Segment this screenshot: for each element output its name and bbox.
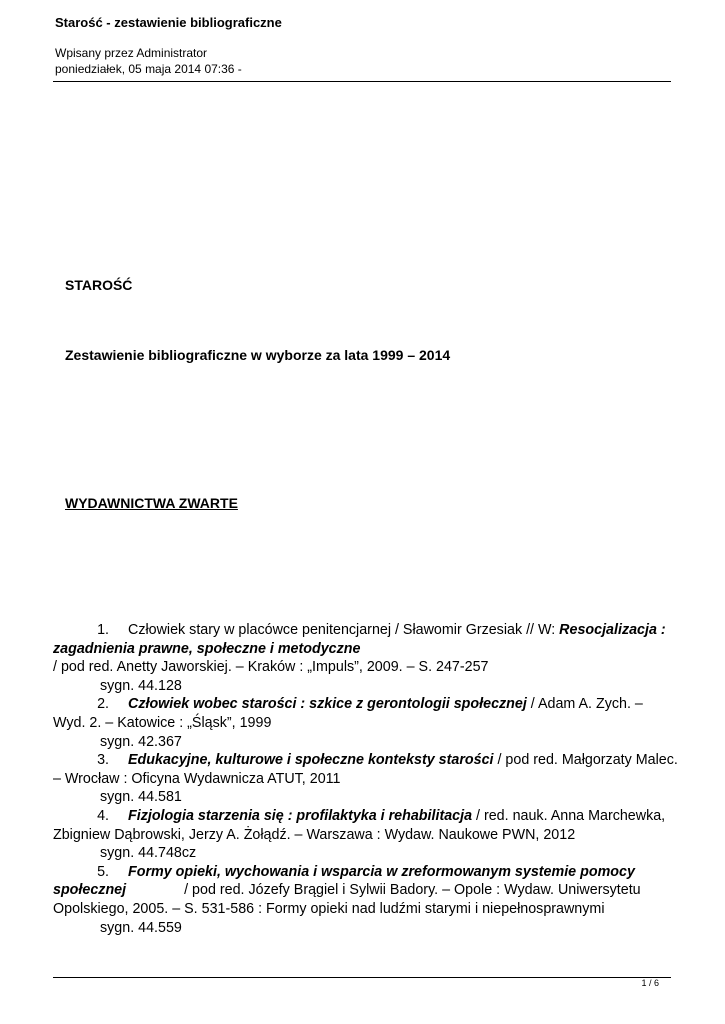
entry-title-continued: społecznej (53, 882, 127, 899)
list-item (53, 807, 678, 826)
entry-text: – Wrocław : Oficyna Wydawnicza ATUT, 2011 (53, 770, 341, 787)
entry-title: Fizjologia starzenia się : profilaktyka i rehabilitacja (128, 807, 473, 824)
header-date: poniedziałek, 05 maja 2014 07:36 - (55, 62, 242, 76)
entry-number: 4. (97, 807, 109, 824)
entry-number: 5. (97, 863, 109, 880)
header-author: Wpisany przez Administrator (55, 46, 208, 60)
entry-line (53, 881, 678, 900)
list-item (53, 621, 678, 640)
page-number: 1 / 6 (641, 978, 659, 988)
list-item (53, 863, 678, 882)
entry-shelfmark: sygn. 44.748cz (100, 845, 197, 862)
list-item (53, 751, 678, 770)
entry-shelfmark: sygn. 42.367 (100, 733, 182, 750)
section-heading: WYDAWNICTWA ZWARTE (65, 495, 238, 511)
bibliography-list (53, 621, 678, 937)
entry-title: Resocjalizacja : (559, 622, 666, 638)
entry-title: Formy opieki, wychowania i wsparcia w zreformowanym systemie pomocy (128, 863, 635, 880)
entry-text: / red. nauk. Anna Marchewka, (472, 807, 666, 824)
entry-number: 3. (97, 752, 109, 769)
entry-text: / Adam A. Zych. – (526, 696, 643, 713)
entry-shelfmark: sygn. 44.128 (100, 677, 182, 694)
entry-text: Wyd. 2. – Katowice : „Śląsk”, 1999 (53, 714, 272, 731)
entry-text: / pod red. Małgorzaty Malec. (493, 752, 678, 769)
list-item (53, 695, 678, 714)
entry-shelfmark: sygn. 44.581 (100, 789, 182, 806)
subheading: Zestawienie bibliograficzne w wyborze za lata 1999 – 2014 (65, 347, 451, 363)
entry-text: / pod red. Anetty Jaworskiej. – Kraków : „Impuls”, 2009. – S. 247-257 (53, 659, 489, 676)
entry-title: Człowiek wobec starości : szkice z gerontologii społecznej (128, 696, 527, 713)
header-divider (53, 81, 671, 82)
entry-text: Człowiek stary w placówce penitencjarnej / Sławomir Grzesiak // W: (128, 622, 560, 638)
entry-number: 1. (97, 622, 109, 638)
page-header-title: Starość - zestawienie bibliograficzne (55, 15, 282, 30)
entry-text: Opolskiego, 2005. – S. 531-586 : Formy opieki nad ludźmi starymi i niepełnosprawnymi (53, 900, 605, 917)
entry-text: Zbigniew Dąbrowski, Jerzy A. Żołądź. – Warszawa : Wydaw. Naukowe PWN, 2012 (53, 826, 576, 843)
entry-title: Edukacyjne, kulturowe i społeczne konteksty starości (128, 752, 494, 769)
entry-title-continued: zagadnienia prawne, społeczne i metodyczne (53, 640, 361, 657)
entry-text: / pod red. Józefy Brągiel i Sylwii Badory. – Opole : Wydaw. Uniwersytetu (184, 882, 641, 899)
footer-divider (53, 977, 671, 978)
entry-shelfmark: sygn. 44.559 (100, 919, 182, 936)
main-heading: STAROŚĆ (65, 277, 133, 293)
entry-number: 2. (97, 696, 109, 713)
